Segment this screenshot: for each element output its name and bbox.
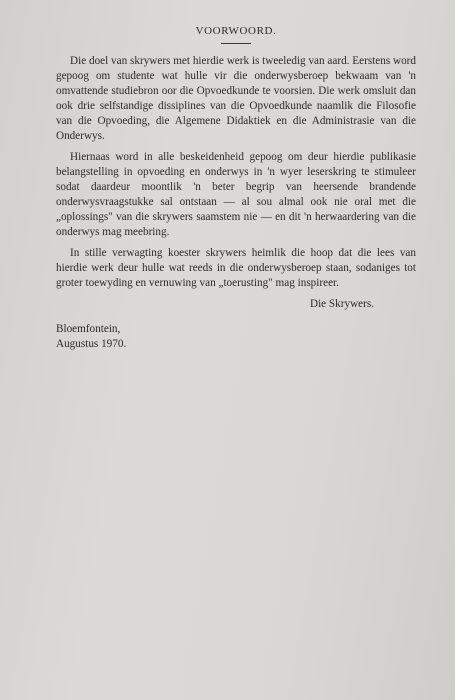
date: Augustus 1970.	[56, 338, 127, 350]
paragraph-2: Hiernaas word in alle beskeidenheid gepoog om deur hierdie publikasie belangstelling in opvoeding en onderwys in 'n wyer leserskring te stimuleer sodat daardeur moontlik 'n beter begrip van heersende brandende onderwysvraagstukke sal ontstaan — al sou almal ook nie oral met die „oplossings" van die skrywers saamstem nie — en dit 'n herwaardering van die onderwys mag meebring.	[56, 151, 416, 238]
preface-content	[56, 20, 416, 352]
title-underline	[221, 43, 251, 44]
paragraph-3: In stille verwagting koester skrywers heimlik die hoop dat die lees van hierdie werk deur hulle wat reeds in die onderwysberoep staan, sodaniges tot groter toewyding en vernuwing van „toerusting" mag inspireer.	[56, 247, 416, 289]
signature: Die Skrywers.	[309, 298, 374, 310]
place: Bloemfontein,	[56, 323, 121, 335]
page-title: VOORWOORD.	[195, 25, 277, 37]
paragraph-1: Die doel van skrywers met hierdie werk is tweeledig van aard. Eerstens word gepoog om studente wat hulle vir die onderwysberoep bekwaam van 'n omvattende studiebron oor die Opvoedkunde te voorsien. Die werk omsluit dan ook drie selfstandige dissiplines van die Opvoedkunde naamlik die Filosofie van die Opvoeding, die Algemene Didaktiek en die Administrasie van die Onderwys.	[56, 55, 416, 142]
